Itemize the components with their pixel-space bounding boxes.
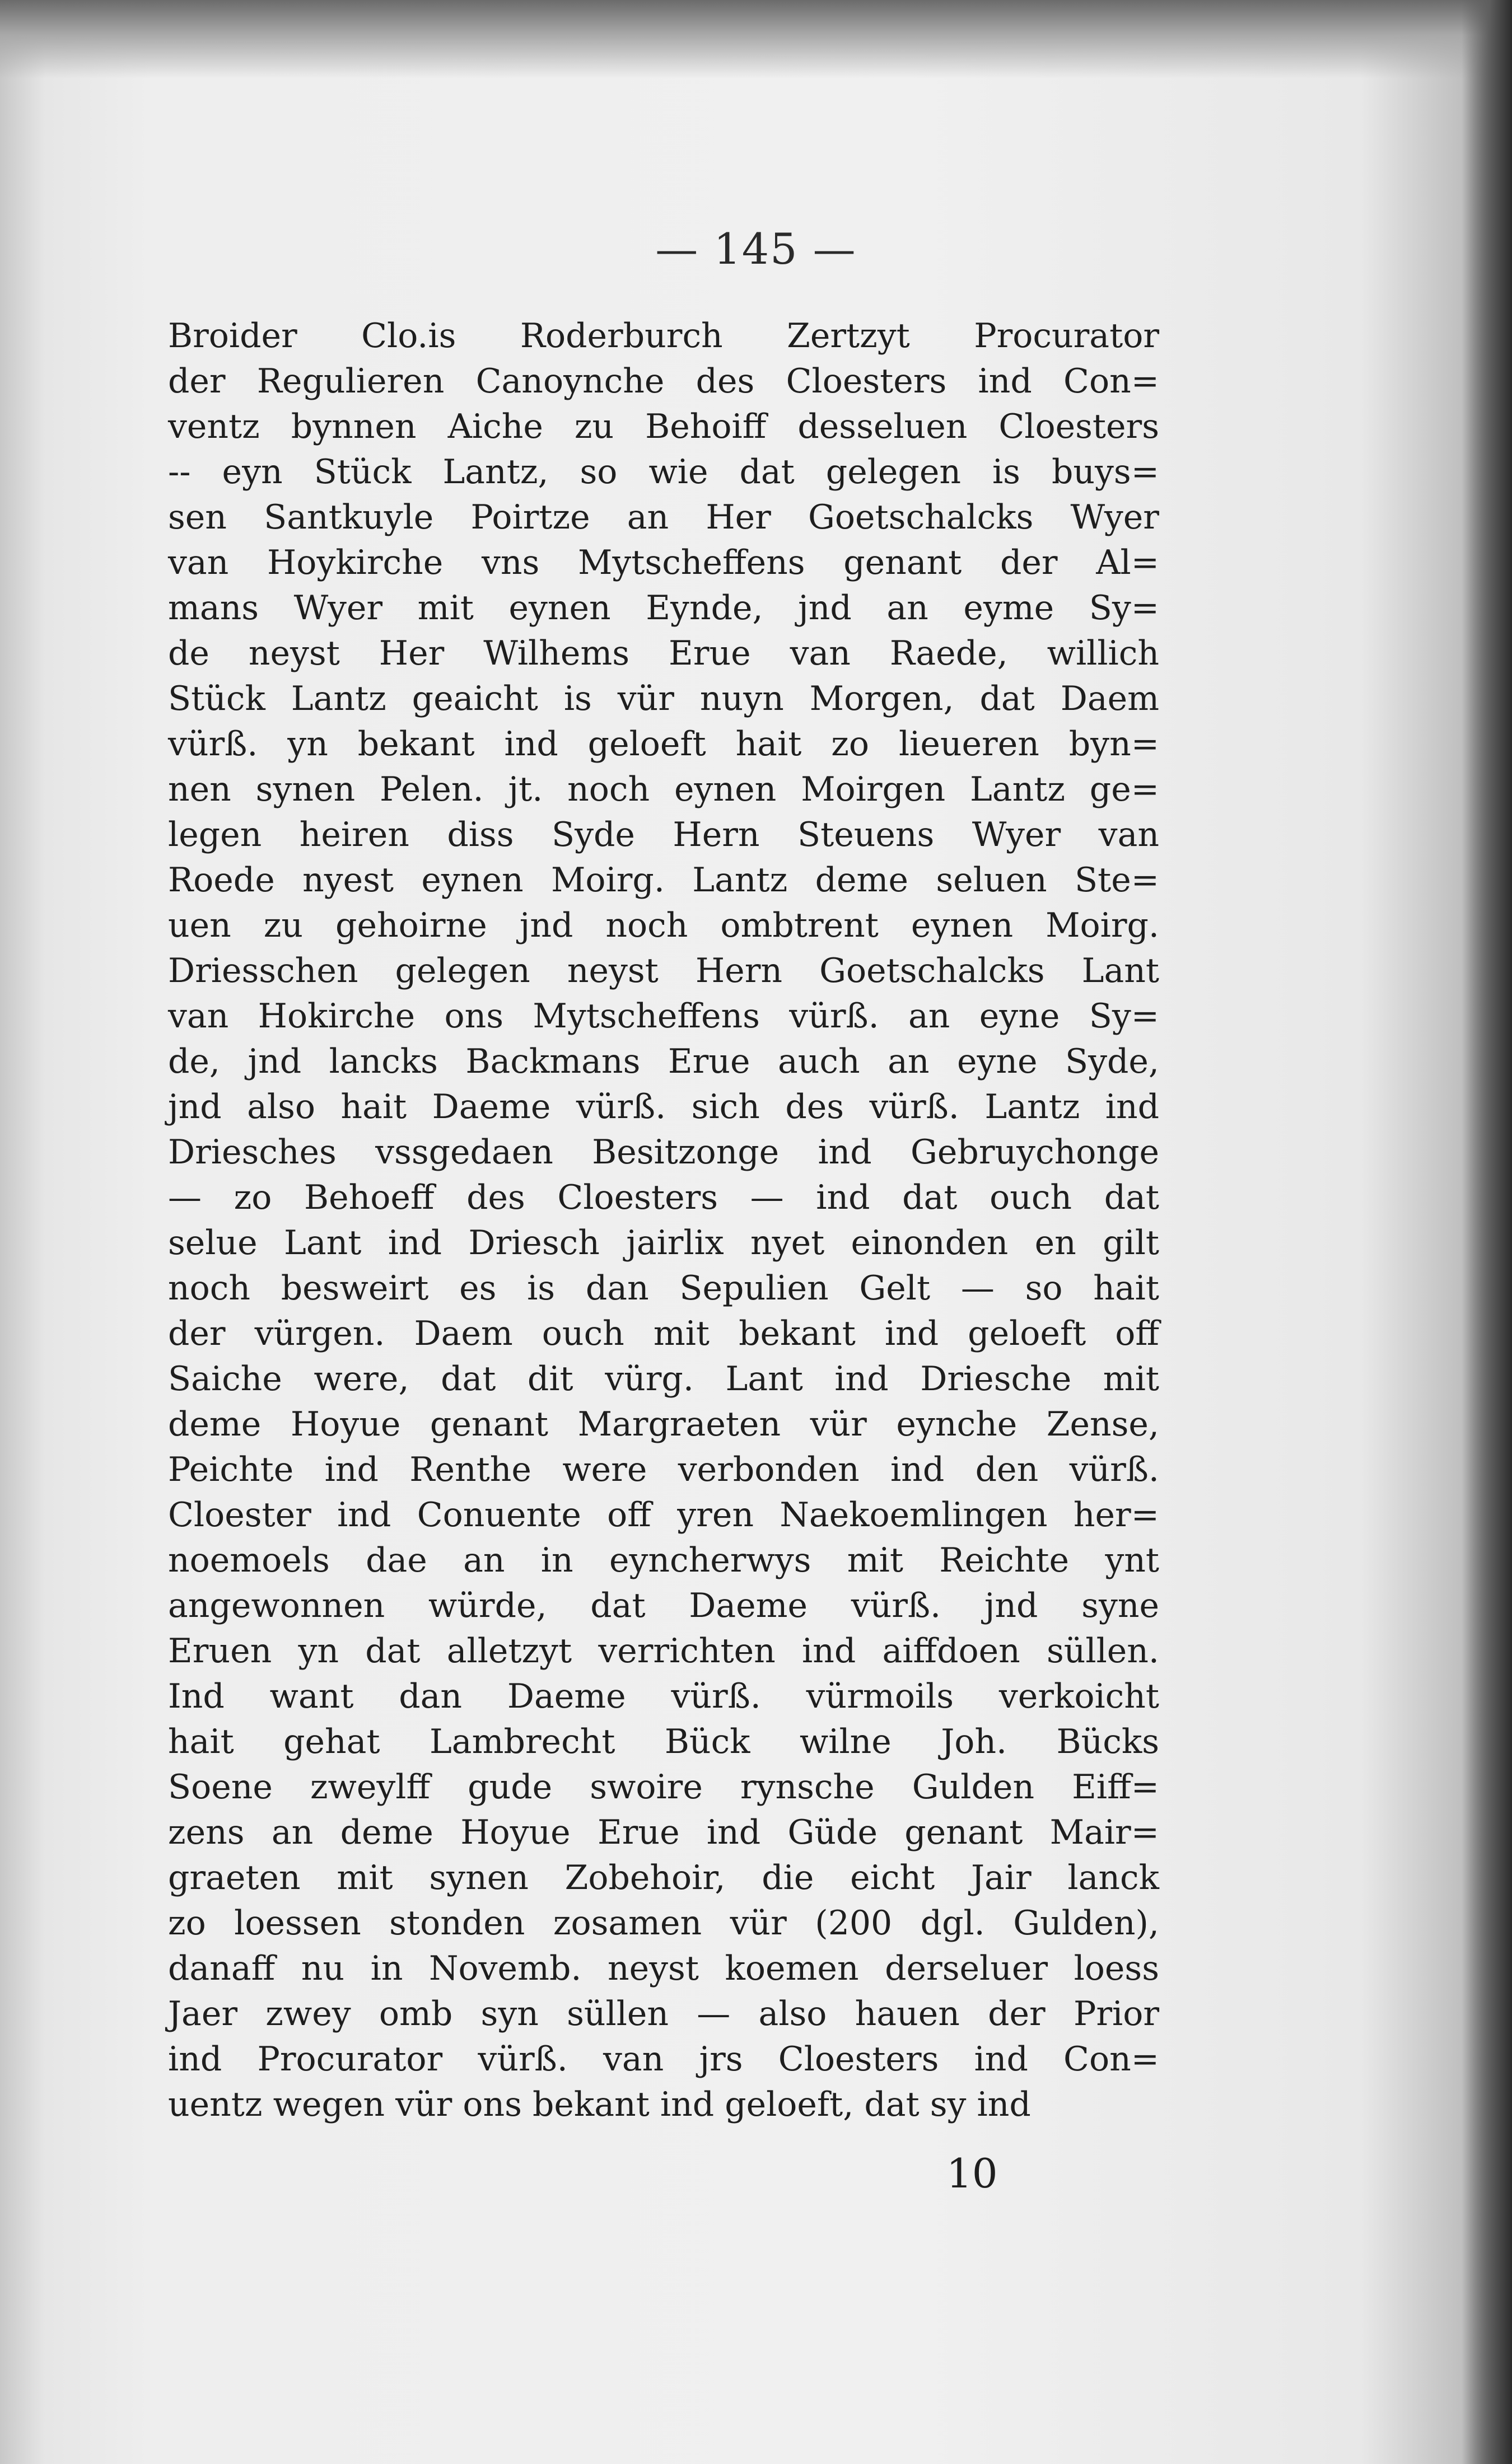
text-line: noch besweirt es is dan Sepulien Gelt — so hait — [168, 1269, 1159, 1308]
text-line: noemoels dae an in eyncherwys mit Reichte ynt — [168, 1541, 1159, 1580]
signature-mark: 10 — [946, 2150, 998, 2197]
text-line: ventz bynnen Aiche zu Behoiff desseluen Cloesters — [168, 407, 1159, 446]
text-line: ind Procurator vürß. van jrs Cloesters ind Con= — [168, 2040, 1159, 2079]
text-line: Driesschen gelegen neyst Hern Goetschalcks Lant — [168, 951, 1159, 990]
text-line: uentz wegen vür ons bekant ind geloeft, dat sy ind — [168, 2085, 1031, 2124]
text-line: Roede nyest eynen Moirg. Lantz deme seluen Ste= — [168, 861, 1159, 900]
text-line: selue Lant ind Driesch jairlix nyet einonden en gilt — [168, 1223, 1159, 1263]
text-line: deme Hoyue genant Margraeten vür eynche Zense, — [168, 1405, 1159, 1444]
text-line: Stück Lantz geaicht is vür nuyn Morgen, dat Daem — [168, 679, 1159, 718]
text-line: Jaer zwey omb syn süllen — also hauen der Prior — [168, 1994, 1159, 2033]
text-line: uen zu gehoirne jnd noch ombtrent eynen Moirg. — [168, 906, 1159, 945]
text-line: der Regulieren Canoynche des Cloesters ind Con= — [168, 362, 1159, 401]
text-line: Ind want dan Daeme vürß. vürmoils verkoicht — [168, 1677, 1159, 1716]
text-line: Peichte ind Renthe were verbonden ind den vürß. — [168, 1450, 1159, 1489]
text-line: angewonnen würde, dat Daeme vürß. jnd syne — [168, 1586, 1159, 1625]
text-line: jnd also hait Daeme vürß. sich des vürß. Lantz ind — [168, 1087, 1159, 1126]
text-line: Soene zweylff gude swoire rynsche Gulden Eiff= — [168, 1768, 1159, 1807]
text-line: zens an deme Hoyue Erue ind Güde genant Mair= — [168, 1813, 1159, 1852]
text-line: Cloester ind Conuente off yren Naekoemlingen her= — [168, 1495, 1159, 1535]
text-line: de, jnd lancks Backmans Erue auch an eyne Syde, — [168, 1042, 1159, 1081]
text-line: legen heiren diss Syde Hern Steuens Wyer van — [168, 815, 1159, 854]
text-line: — zo Behoeff des Cloesters — ind dat ouch dat — [168, 1178, 1159, 1217]
text-line: van Hokirche ons Mytscheffens vürß. an eyne Sy= — [168, 997, 1159, 1036]
text-line: zo loessen stonden zosamen vür (200 dgl. Gulden), — [168, 1904, 1159, 1943]
text-line: Saiche were, dat dit vürg. Lant ind Driesche mit — [168, 1359, 1159, 1399]
text-line: der vürgen. Daem ouch mit bekant ind geloeft off — [168, 1314, 1159, 1353]
text-line: mans Wyer mit eynen Eynde, jnd an eyme Sy= — [168, 588, 1159, 628]
text-line: Broider Clo.is Roderburch Zertzyt Procurator — [168, 316, 1159, 356]
text-line: danaff nu in Novemb. neyst koemen derseluer loess — [168, 1949, 1159, 1988]
page-number: — 145 — — [655, 224, 857, 274]
text-line: Driesches vssgedaen Besitzonge ind Gebruychonge — [168, 1133, 1159, 1172]
text-line: graeten mit synen Zobehoir, die eicht Jair lanck — [168, 1858, 1159, 1897]
text-line: hait gehat Lambrecht Bück wilne Joh. Bücks — [168, 1722, 1159, 1761]
text-line: van Hoykirche vns Mytscheffens genant der Al= — [168, 543, 1159, 582]
body-text — [168, 314, 1159, 2128]
text-line: -- eyn Stück Lantz, so wie dat gelegen is buys= — [168, 452, 1159, 492]
text-line: vürß. yn bekant ind geloeft hait zo lieueren byn= — [168, 724, 1159, 764]
text-line: nen synen Pelen. jt. noch eynen Moirgen Lantz ge= — [168, 770, 1159, 809]
text-line: sen Santkuyle Poirtze an Her Goetschalcks Wyer — [168, 498, 1159, 537]
text-line: Eruen yn dat alletzyt verrichten ind aiffdoen süllen. — [168, 1631, 1159, 1671]
text-line: de neyst Her Wilhems Erue van Raede, willich — [168, 634, 1159, 673]
page-edge-shadow — [1462, 0, 1512, 2464]
